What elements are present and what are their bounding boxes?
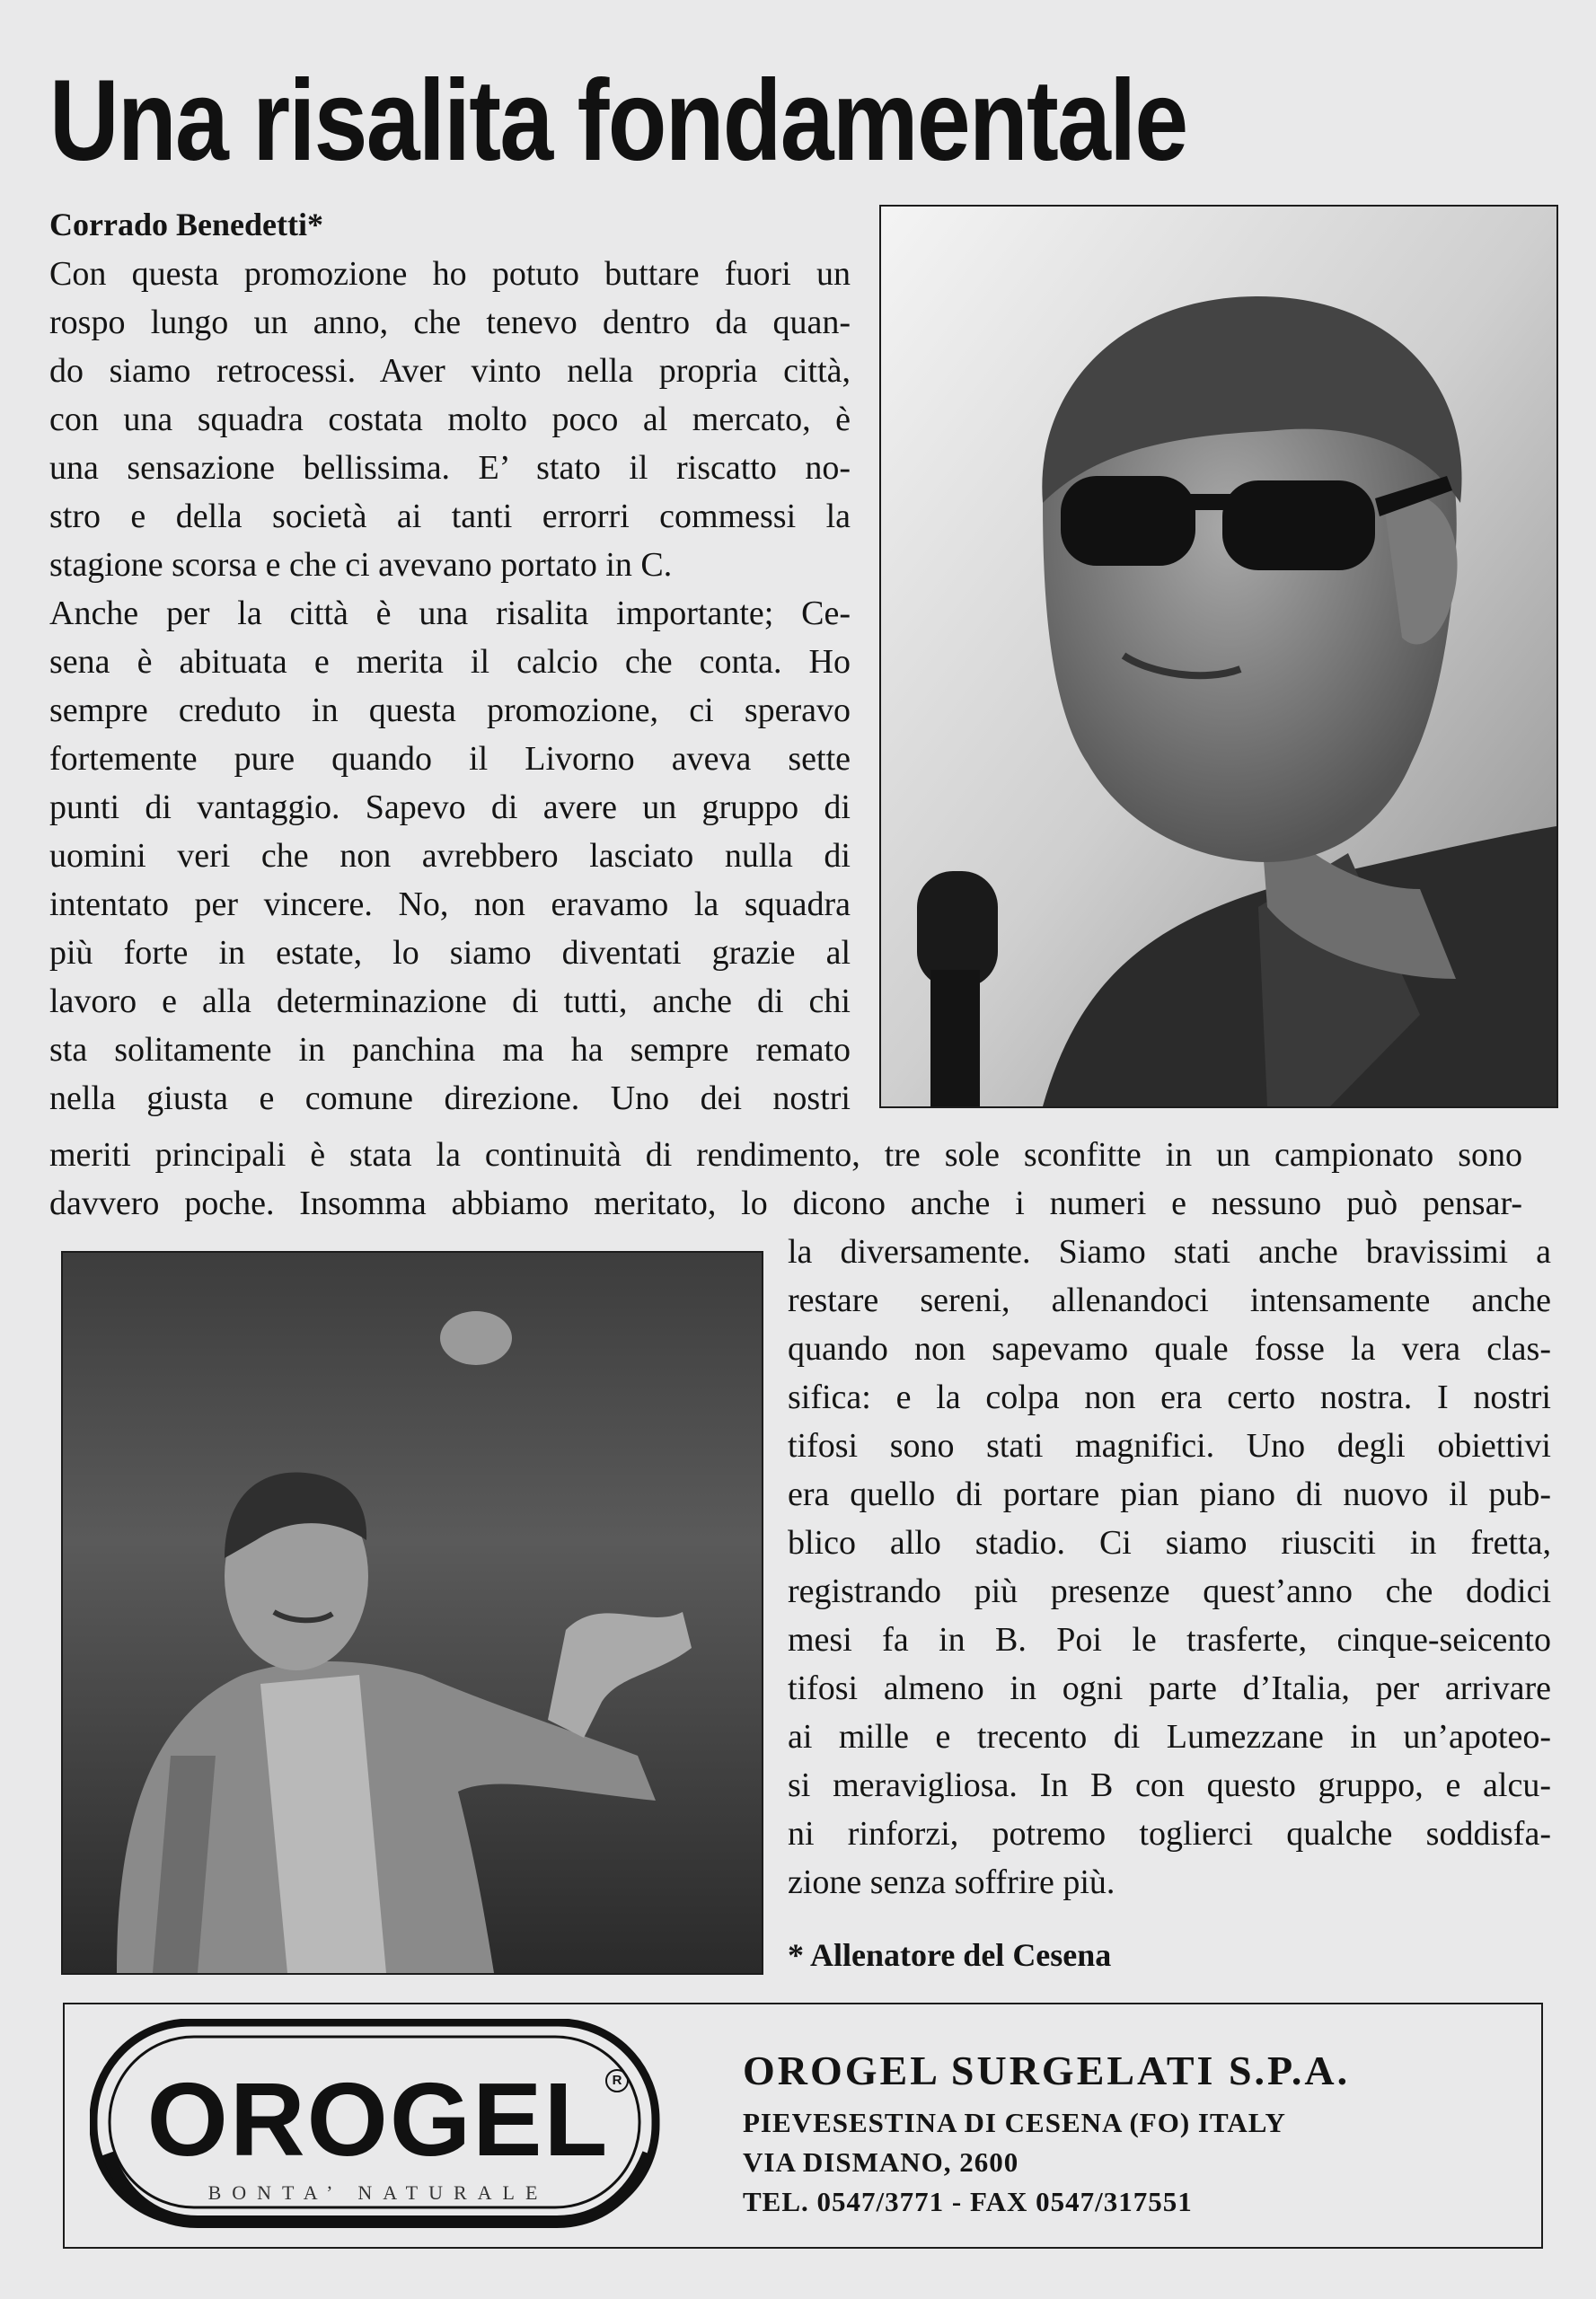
orogel-advertisement [63, 2003, 1543, 2249]
portrait-photo [879, 205, 1558, 1108]
footnote: * Allenatore del Cesena [788, 1937, 1112, 1973]
logo-tagline: BONTA’ NATURALE [207, 2181, 549, 2204]
orogel-logo [90, 2019, 666, 2231]
article-line: una sensazione bellissima. E’ stato il riscatto no- [49, 449, 851, 487]
coach-photo [61, 1251, 763, 1975]
article-line: fortemente pure quando il Livorno aveva sette [49, 740, 851, 778]
article-line: rospo lungo un anno, che tenevo dentro da quan- [49, 304, 851, 341]
company-name: OROGEL SURGELATI S.P.A. [743, 2048, 1351, 2093]
article-line: Anche per la città è una risalita importante; Ce- [49, 595, 851, 632]
article-line: restare sereni, allenandoci intensamente anche [788, 1282, 1551, 1319]
article-line: sifica: e la colpa non era certo nostra. I nostri [788, 1379, 1551, 1416]
article-line: tifosi almeno in ogni parte d’Italia, per arrivare [788, 1669, 1551, 1707]
article-line: con una squadra costata molto poco al mercato, è [49, 401, 851, 438]
article-line: ai mille e trecento di Lumezzane in un’apoteo- [788, 1718, 1551, 1756]
article-line: zione senza soffrire più. [788, 1863, 1115, 1901]
article-line: sempre creduto in questa promozione, ci speravo [49, 691, 851, 729]
article-line: uomini veri che non avrebbero lasciato nulla di [49, 837, 851, 875]
article-line: intentato per vincere. No, non eravamo la squadra [49, 885, 851, 923]
article-line: sta solitamente in panchina ma ha sempre remato [49, 1031, 851, 1069]
article-line: ni rinforzi, potremo toglierci qualche soddisfa- [788, 1815, 1551, 1853]
article-line: mesi fa in B. Poi le trasferte, cinque-seicento [788, 1621, 1551, 1659]
article-line: do siamo retrocessi. Aver vinto nella propria città, [49, 352, 851, 390]
article-line: meriti principali è stata la continuità di rendimento, tre sole sconfitte in un campionato sono [49, 1136, 1522, 1174]
article-line: blico allo stadio. Ci siamo riusciti in fretta, [788, 1524, 1551, 1562]
article-line: nella giusta e comune direzione. Uno dei nostri [49, 1079, 851, 1117]
article-line: quando non sapevamo quale fosse la vera clas- [788, 1330, 1551, 1368]
article-line: tifosi sono stati magnifici. Uno degli obiettivi [788, 1427, 1551, 1465]
article-line: punti di vantaggio. Sapevo di avere un gruppo di [49, 788, 851, 826]
company-address-line1: PIEVESESTINA DI CESENA (FO) ITALY [743, 2107, 1286, 2138]
article-line: sena è abituata e merita il calcio che conta. Ho [49, 643, 851, 681]
company-phone-fax: TEL. 0547/3771 - FAX 0547/317551 [743, 2186, 1193, 2217]
article-line: più forte in estate, lo siamo diventati grazie al [49, 934, 851, 972]
article-line: stro e della società ai tanti errorri commessi la [49, 498, 851, 535]
author-byline: Corrado Benedetti* [49, 207, 323, 242]
article-line: registrando più presenze quest’anno che dodici [788, 1572, 1551, 1610]
article-line: davvero poche. Insomma abbiamo meritato, lo dicono anche i numeri e nessuno può pensar- [49, 1185, 1522, 1222]
logo-wordmark: OROGEL [146, 2061, 610, 2178]
article-line: era quello di portare pian piano di nuovo il pub- [788, 1475, 1551, 1513]
article-line: stagione scorsa e che ci avevano portato in C. [49, 546, 673, 584]
article-line: Con questa promozione ho potuto buttare fuori un [49, 255, 851, 293]
article-line: la diversamente. Siamo stati anche bravissimi a [788, 1233, 1551, 1271]
article-title: Una risalita fondamentale [49, 57, 1187, 185]
article-line: lavoro e alla determinazione di tutti, anche di chi [49, 982, 851, 1020]
article-line: si meravigliosa. In B con questo gruppo, e alcu- [788, 1766, 1551, 1804]
company-address-line2: VIA DISMANO, 2600 [743, 2146, 1019, 2178]
registered-mark: R [605, 2069, 629, 2092]
